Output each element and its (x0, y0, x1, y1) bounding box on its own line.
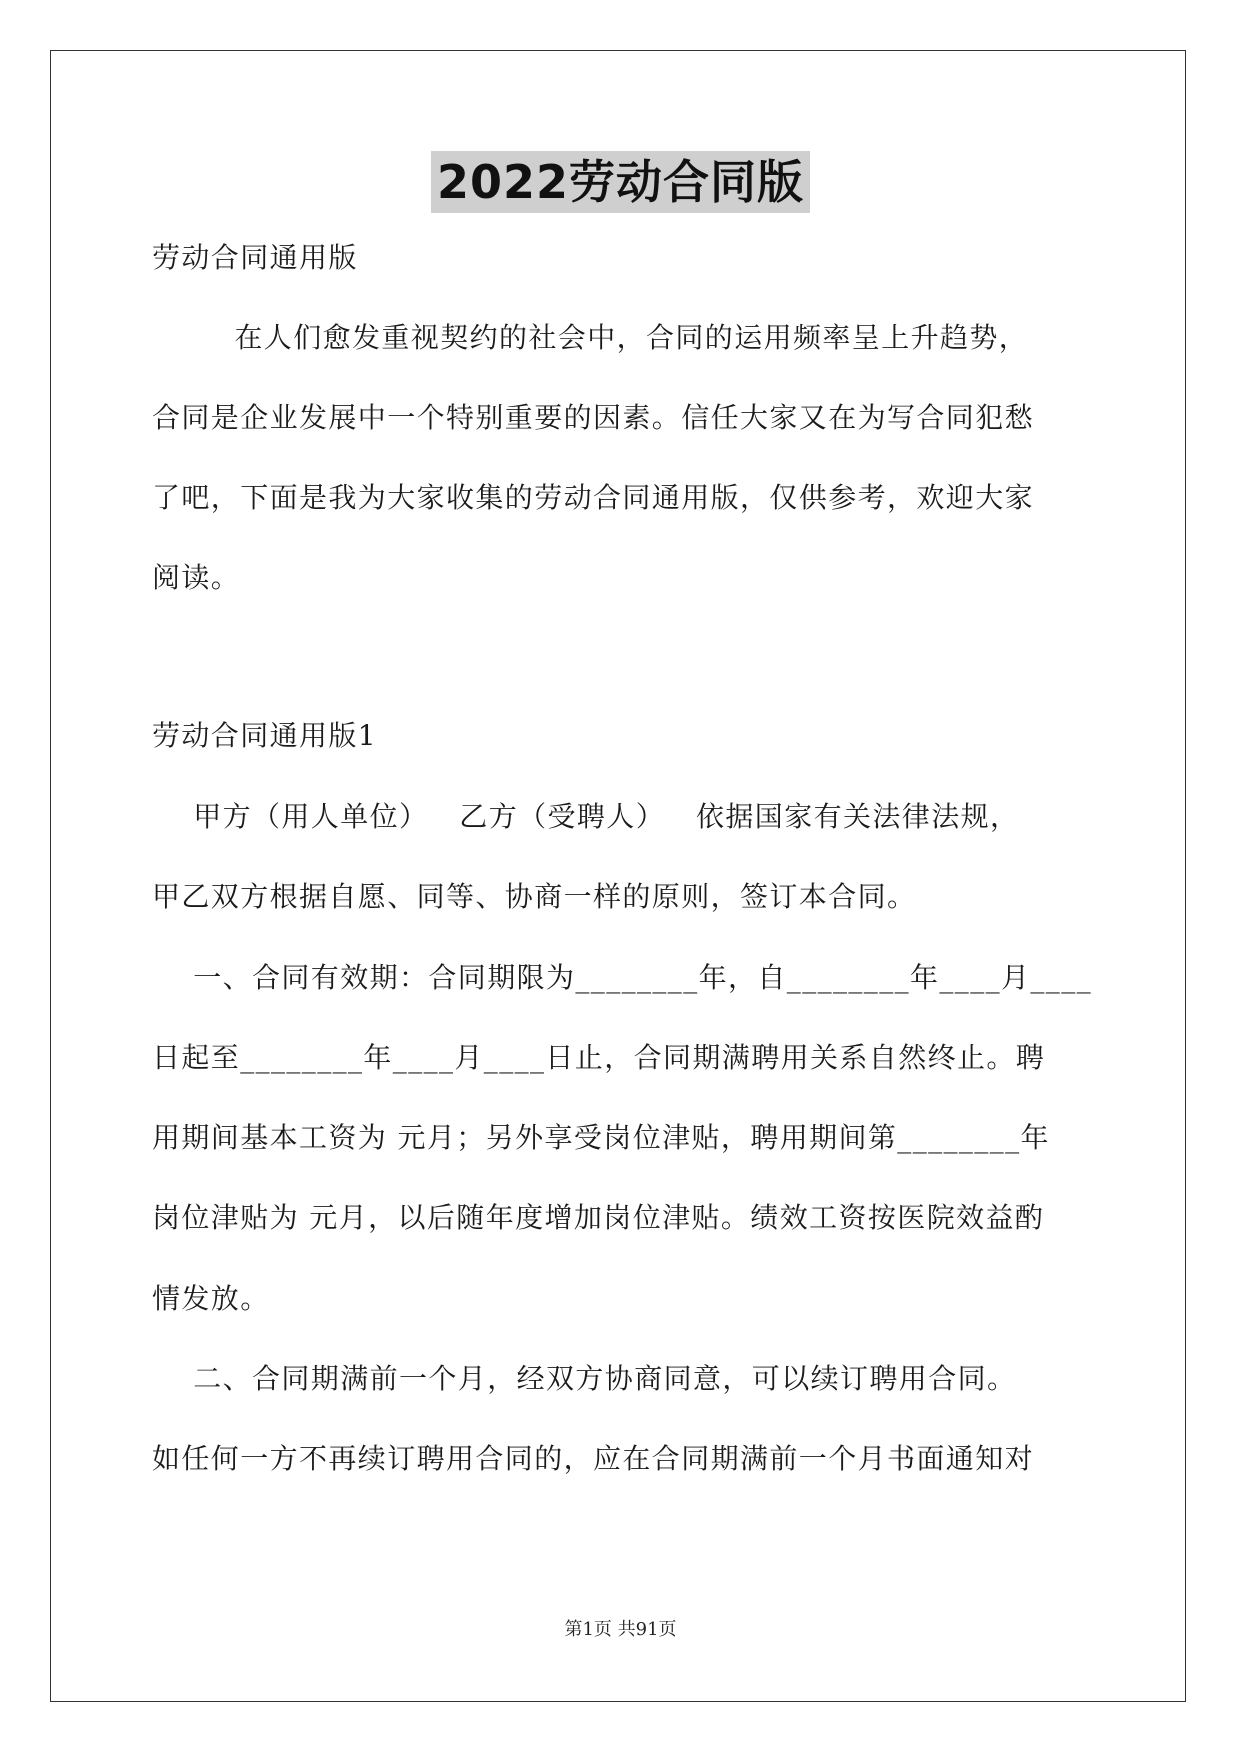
clause-line: 岗位津贴为 元月，以后随年度增加岗位津贴。绩效工资按医院效益酌 (152, 1201, 1045, 1234)
clause-line: 用期间基本工资为 元月；另外享受岗位津贴，聘用期间第________年 (152, 1121, 1050, 1154)
clause-line: 一、合同有效期：合同期限为________年，自________年____月____ (152, 961, 1093, 994)
page-footer: 第1页 共91页 (564, 1619, 677, 1640)
paragraph-line: 阅读。 (152, 561, 241, 594)
document-title: 2022劳动合同版 (431, 151, 810, 213)
clause-line: 如任何一方不再续订聘用合同的，应在合同期满前一个月书面通知对 (152, 1442, 1035, 1475)
section-heading: 劳动合同通用版1 (152, 719, 378, 752)
paragraph-line: 了吧，下面是我为大家收集的劳动合同通用版，仅供参考，欢迎大家 (152, 481, 1035, 514)
paragraph-line: 合同是企业发展中一个特别重要的因素。信任大家又在为写合同犯愁 (152, 401, 1035, 434)
paragraph-line: 在人们愈发重视契约的社会中，合同的运用频率呈上升趋势， (152, 321, 1029, 354)
clause-line: 二、合同期满前一个月，经双方协商同意，可以续订聘用合同。 (152, 1362, 1017, 1395)
clause-line: 情发放。 (152, 1282, 270, 1315)
paragraph-line: 甲方（用人单位） 乙方（受聘人） 依据国家有关法律法规， (152, 800, 1020, 833)
paragraph-line: 甲乙双方根据自愿、同等、协商一样的原则，签订本合同。 (152, 880, 917, 913)
clause-line: 日起至________年____月____日止，合同期满聘用关系自然终止。聘 (152, 1041, 1046, 1074)
intro-heading: 劳动合同通用版 (152, 241, 358, 274)
title-block (0, 151, 1241, 211)
